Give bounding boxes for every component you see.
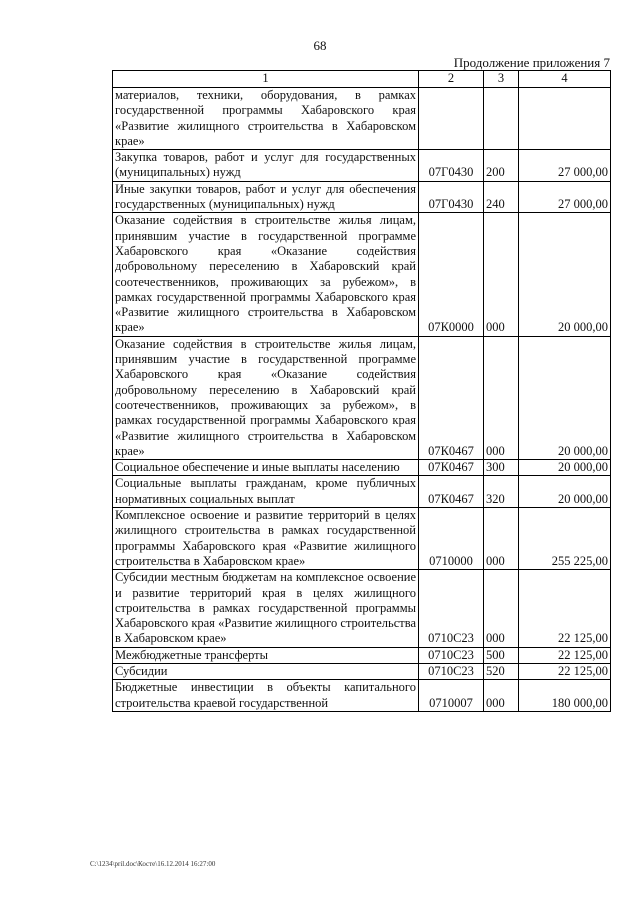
header-col-2: 2 — [419, 71, 484, 88]
continuation-caption: Продолжение приложения 7 — [453, 55, 610, 70]
row-target-code: 0710С23 — [419, 647, 484, 663]
header-col-1: 1 — [113, 71, 419, 88]
row-expense-kind: 000 — [484, 680, 519, 712]
file-path-footer: C:\1234\pril.doc\Косте\16.12.2014 16:27:00 — [90, 860, 216, 868]
row-target-code: 0710С23 — [419, 663, 484, 679]
row-expense-kind: 200 — [484, 150, 519, 182]
row-expense-kind: 240 — [484, 181, 519, 213]
row-amount: 27 000,00 — [519, 150, 611, 182]
table-row — [113, 476, 611, 508]
row-description: Иные закупки товаров, работ и услуг для обеспечения государственных (муниципальных) нужд — [113, 181, 419, 213]
table-row — [113, 150, 611, 182]
row-description: Бюджетные инвестиции в объекты капитального строительства краевой государственной — [113, 680, 419, 712]
budget-table — [112, 70, 611, 712]
row-target-code: 07Г0430 — [419, 150, 484, 182]
row-target-code: 07К0467 — [419, 460, 484, 476]
table-row — [113, 570, 611, 647]
header-row — [113, 71, 611, 88]
row-amount: 22 125,00 — [519, 570, 611, 647]
row-description: Закупка товаров, работ и услуг для государственных (муниципальных) нужд — [113, 150, 419, 182]
row-expense-kind — [484, 88, 519, 150]
table-row — [113, 460, 611, 476]
row-description: Межбюджетные трансферты — [113, 647, 419, 663]
table-row — [113, 336, 611, 459]
row-description: Социальное обеспечение и иные выплаты населению — [113, 460, 419, 476]
row-amount: 255 225,00 — [519, 508, 611, 570]
table-row — [113, 508, 611, 570]
page-number: 68 — [313, 38, 327, 53]
row-description: Оказание содействия в строительстве жилья лицам, принявшим участие в государственной программе Хабаровского края «Оказание содействия добровольному переселению в Хабаровский край соотечественников, проживающих за рубежом», в рамках государственной программы Хабаровского края «Развитие жилищного строительства в Хабаровском крае» — [113, 336, 419, 459]
row-amount: 20 000,00 — [519, 336, 611, 459]
table-row — [113, 663, 611, 679]
row-amount — [519, 88, 611, 150]
row-amount: 20 000,00 — [519, 476, 611, 508]
row-expense-kind: 000 — [484, 336, 519, 459]
table-row — [113, 647, 611, 663]
row-expense-kind: 500 — [484, 647, 519, 663]
table-row — [113, 88, 611, 150]
row-description: Субсидии местным бюджетам на комплексное освоение и развитие территорий края в целях жилищного строительства в рамках государственной программы Хабаровского края «Развитие жилищного строительства в Хабаровском крае» — [113, 570, 419, 647]
row-amount: 20 000,00 — [519, 213, 611, 336]
row-target-code: 07Г0430 — [419, 181, 484, 213]
row-expense-kind: 000 — [484, 213, 519, 336]
row-amount: 20 000,00 — [519, 460, 611, 476]
row-description: Субсидии — [113, 663, 419, 679]
row-target-code — [419, 88, 484, 150]
row-target-code: 0710007 — [419, 680, 484, 712]
row-expense-kind: 000 — [484, 570, 519, 647]
table-row — [113, 213, 611, 336]
row-target-code: 07К0467 — [419, 336, 484, 459]
row-amount: 22 125,00 — [519, 647, 611, 663]
row-amount: 22 125,00 — [519, 663, 611, 679]
row-target-code: 07К0467 — [419, 476, 484, 508]
row-amount: 180 000,00 — [519, 680, 611, 712]
row-expense-kind: 320 — [484, 476, 519, 508]
row-description: Оказание содействия в строительстве жилья лицам, принявшим участие в государственной программе Хабаровского края «Оказание содействия добровольному переселению в Хабаровский край соотечественников, проживающих за рубежом», в рамках государственной программы Хабаровского края «Развитие жилищного строительства в Хабаровском крае» — [113, 213, 419, 336]
table-row — [113, 680, 611, 712]
row-description: Социальные выплаты гражданам, кроме публичных нормативных социальных выплат — [113, 476, 419, 508]
row-amount: 27 000,00 — [519, 181, 611, 213]
row-target-code: 07К0000 — [419, 213, 484, 336]
header-col-4: 4 — [519, 71, 611, 88]
row-expense-kind: 300 — [484, 460, 519, 476]
row-description: материалов, техники, оборудования, в рамках государственной программы Хабаровского края «Развитие жилищного строительства в Хабаровском крае» — [113, 88, 419, 150]
header-col-3: 3 — [484, 71, 519, 88]
row-description: Комплексное освоение и развитие территорий в целях жилищного строительства в рамках государственной программы Хабаровского края «Развитие жилищного строительства в Хабаровском крае» — [113, 508, 419, 570]
row-expense-kind: 000 — [484, 508, 519, 570]
row-target-code: 0710С23 — [419, 570, 484, 647]
row-target-code: 0710000 — [419, 508, 484, 570]
row-expense-kind: 520 — [484, 663, 519, 679]
table-row — [113, 181, 611, 213]
